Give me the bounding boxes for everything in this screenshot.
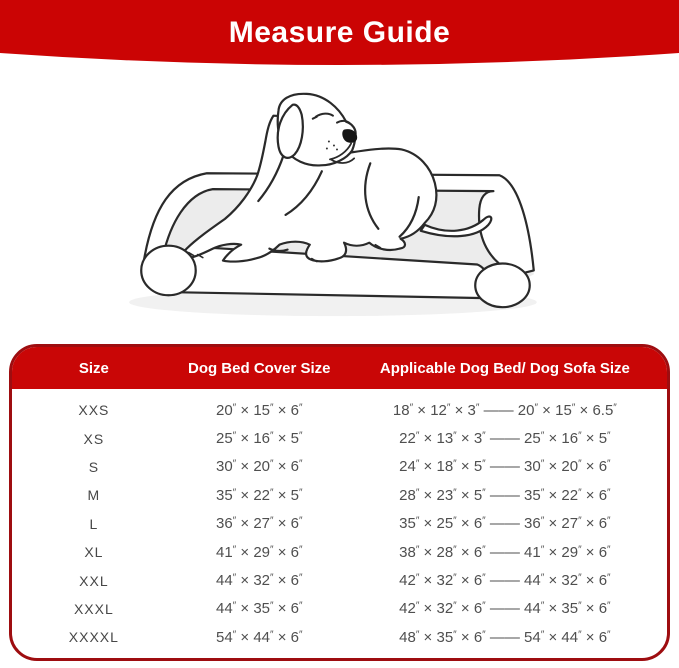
applicable-size-cell: 24″ × 18″ × 5″ —— 30″ × 20″ × 6″: [399, 458, 611, 476]
inch-mark: ″: [298, 600, 303, 612]
inch-mark: ″: [613, 402, 617, 414]
table-row: [12, 566, 667, 594]
inch-mark: ″: [578, 629, 582, 641]
inch-mark: ″: [415, 487, 420, 499]
inch-mark: ″: [415, 430, 420, 442]
inch-mark: ″: [578, 544, 582, 556]
inch-mark: ″: [607, 487, 611, 499]
inch-mark: ″: [540, 515, 545, 527]
inch-mark: ″: [232, 515, 237, 527]
applicable-size-cell: 48″ × 35″ × 6″ —— 54″ × 44″ × 6″: [399, 628, 611, 646]
applicable-size-cell: 35″ × 25″ × 6″ —— 36″ × 27″ × 6″: [399, 515, 611, 533]
bed-left-bolster: [141, 246, 195, 296]
inch-mark: ″: [270, 458, 274, 470]
table-body: [12, 389, 667, 652]
inch-mark: ″: [540, 487, 545, 499]
applicable-size-cell: 22″ × 13″ × 3″ —— 25″ × 16″ × 5″: [399, 430, 611, 448]
inch-mark: ″: [232, 430, 237, 442]
cover-size-cell: 36″ × 27″ × 6″: [215, 515, 303, 533]
inch-mark: ″: [446, 402, 451, 414]
inch-mark: ″: [482, 600, 486, 612]
inch-mark: ″: [270, 572, 274, 584]
cover-size-cell: 44″ × 32″ × 6″: [215, 572, 303, 590]
cover-size-cell: 25″ × 16″ × 5″: [215, 430, 303, 448]
inch-mark: ″: [270, 600, 274, 612]
inch-mark: ″: [482, 629, 486, 641]
inch-mark: ″: [232, 572, 237, 584]
inch-mark: ″: [607, 572, 611, 584]
size-cell: L: [89, 515, 99, 532]
column-header-size: Size: [78, 359, 109, 377]
inch-mark: ″: [482, 458, 486, 470]
inch-mark: ″: [298, 572, 303, 584]
inch-mark: ″: [607, 600, 611, 612]
inch-mark: ″: [270, 430, 274, 442]
table-row: [12, 538, 667, 566]
inch-mark: ″: [482, 487, 486, 499]
applicable-size-cell: 42″ × 32″ × 6″ —— 44″ × 35″ × 6″: [399, 600, 611, 618]
inch-mark: ″: [540, 430, 545, 442]
inch-mark: ″: [270, 487, 274, 499]
table-header: [12, 347, 667, 389]
inch-mark: ″: [453, 544, 457, 556]
inch-mark: ″: [298, 629, 303, 641]
cover-size-cell: 54″ × 44″ × 6″: [215, 628, 303, 646]
inch-mark: ″: [270, 544, 274, 556]
size-cell: XL: [84, 544, 104, 561]
inch-mark: ″: [453, 600, 457, 612]
inch-mark: ″: [232, 629, 237, 641]
inch-mark: ″: [232, 402, 237, 414]
inch-mark: ″: [298, 402, 303, 414]
inch-mark: ″: [453, 458, 457, 470]
inch-mark: ″: [298, 458, 303, 470]
size-cell: XXS: [78, 402, 110, 419]
inch-mark: ″: [578, 572, 582, 584]
inch-mark: ″: [298, 487, 303, 499]
cover-size-cell: 41″ × 29″ × 6″: [215, 543, 303, 561]
inch-mark: ″: [578, 458, 582, 470]
inch-mark: ″: [482, 515, 486, 527]
inch-mark: ″: [540, 600, 545, 612]
applicable-size-cell: 28″ × 23″ × 5″ —— 35″ × 22″ × 6″: [399, 486, 611, 504]
size-cell: XXL: [79, 572, 109, 589]
inch-mark: ″: [607, 430, 611, 442]
inch-mark: ″: [298, 544, 303, 556]
cover-size-cell: 35″ × 22″ × 5″: [215, 486, 303, 504]
inch-mark: ″: [415, 515, 420, 527]
table-row: [12, 424, 667, 452]
inch-mark: ″: [415, 629, 420, 641]
column-header-cover-size: Dog Bed Cover Size: [187, 359, 331, 377]
table-row: [12, 595, 667, 623]
bed-right-bolster: [475, 264, 529, 308]
inch-mark: ″: [534, 402, 539, 414]
page-title: Measure Guide: [228, 16, 451, 49]
table-row: [12, 396, 667, 424]
inch-mark: ″: [578, 600, 582, 612]
inch-mark: ″: [270, 515, 274, 527]
inch-mark: ″: [482, 572, 486, 584]
inch-mark: ″: [578, 430, 582, 442]
applicable-size-cell: 42″ × 32″ × 6″ —— 44″ × 32″ × 6″: [399, 572, 611, 590]
table-row: [12, 623, 667, 651]
cover-size-cell: 20″ × 15″ × 6″: [215, 401, 303, 419]
inch-mark: ″: [415, 544, 420, 556]
size-cell: XXXXL: [68, 629, 119, 646]
table-row: [12, 481, 667, 509]
inch-mark: ″: [578, 487, 582, 499]
size-table: [9, 344, 670, 661]
inch-mark: ″: [571, 402, 576, 414]
inch-mark: ″: [540, 572, 545, 584]
inch-mark: ″: [415, 600, 420, 612]
inch-mark: ″: [540, 629, 545, 641]
inch-mark: ″: [298, 515, 303, 527]
inch-mark: ″: [475, 402, 480, 414]
inch-mark: ″: [415, 572, 420, 584]
size-cell: XS: [83, 430, 105, 447]
inch-mark: ″: [270, 402, 274, 414]
applicable-size-cell: 38″ × 28″ × 6″ —— 41″ × 29″ × 6″: [399, 543, 611, 561]
inch-mark: ″: [482, 430, 486, 442]
column-header-applicable-size: Applicable Dog Bed/ Dog Sofa Size: [379, 359, 630, 377]
inch-mark: ″: [232, 458, 237, 470]
inch-mark: ″: [540, 544, 545, 556]
inch-mark: ″: [607, 629, 611, 641]
inch-mark: ″: [415, 458, 420, 470]
inch-mark: ″: [453, 430, 457, 442]
inch-mark: ″: [453, 515, 457, 527]
inch-mark: ″: [607, 458, 611, 470]
inch-mark: ″: [453, 629, 457, 641]
inch-mark: ″: [453, 487, 457, 499]
cover-size-cell: 44″ × 35″ × 6″: [215, 600, 303, 618]
inch-mark: ″: [578, 515, 582, 527]
table-row: [12, 510, 667, 538]
inch-mark: ″: [540, 458, 545, 470]
inch-mark: ″: [298, 430, 303, 442]
inch-mark: ″: [607, 544, 611, 556]
size-cell: M: [87, 487, 101, 504]
applicable-size-cell: 18″ × 12″ × 3″ —— 20″ × 15″ × 6.5″: [392, 401, 617, 419]
inch-mark: ″: [270, 629, 274, 641]
inch-mark: ″: [453, 572, 457, 584]
size-cell: XXXL: [73, 600, 114, 617]
table-row: [12, 453, 667, 481]
inch-mark: ″: [232, 544, 237, 556]
inch-mark: ″: [232, 600, 237, 612]
inch-mark: ″: [232, 487, 237, 499]
dog-bed-illustration: [116, 80, 560, 328]
inch-mark: ″: [607, 515, 611, 527]
size-cell: S: [88, 458, 100, 475]
inch-mark: ″: [409, 402, 414, 414]
inch-mark: ″: [482, 544, 486, 556]
cover-size-cell: 30″ × 20″ × 6″: [215, 458, 303, 476]
